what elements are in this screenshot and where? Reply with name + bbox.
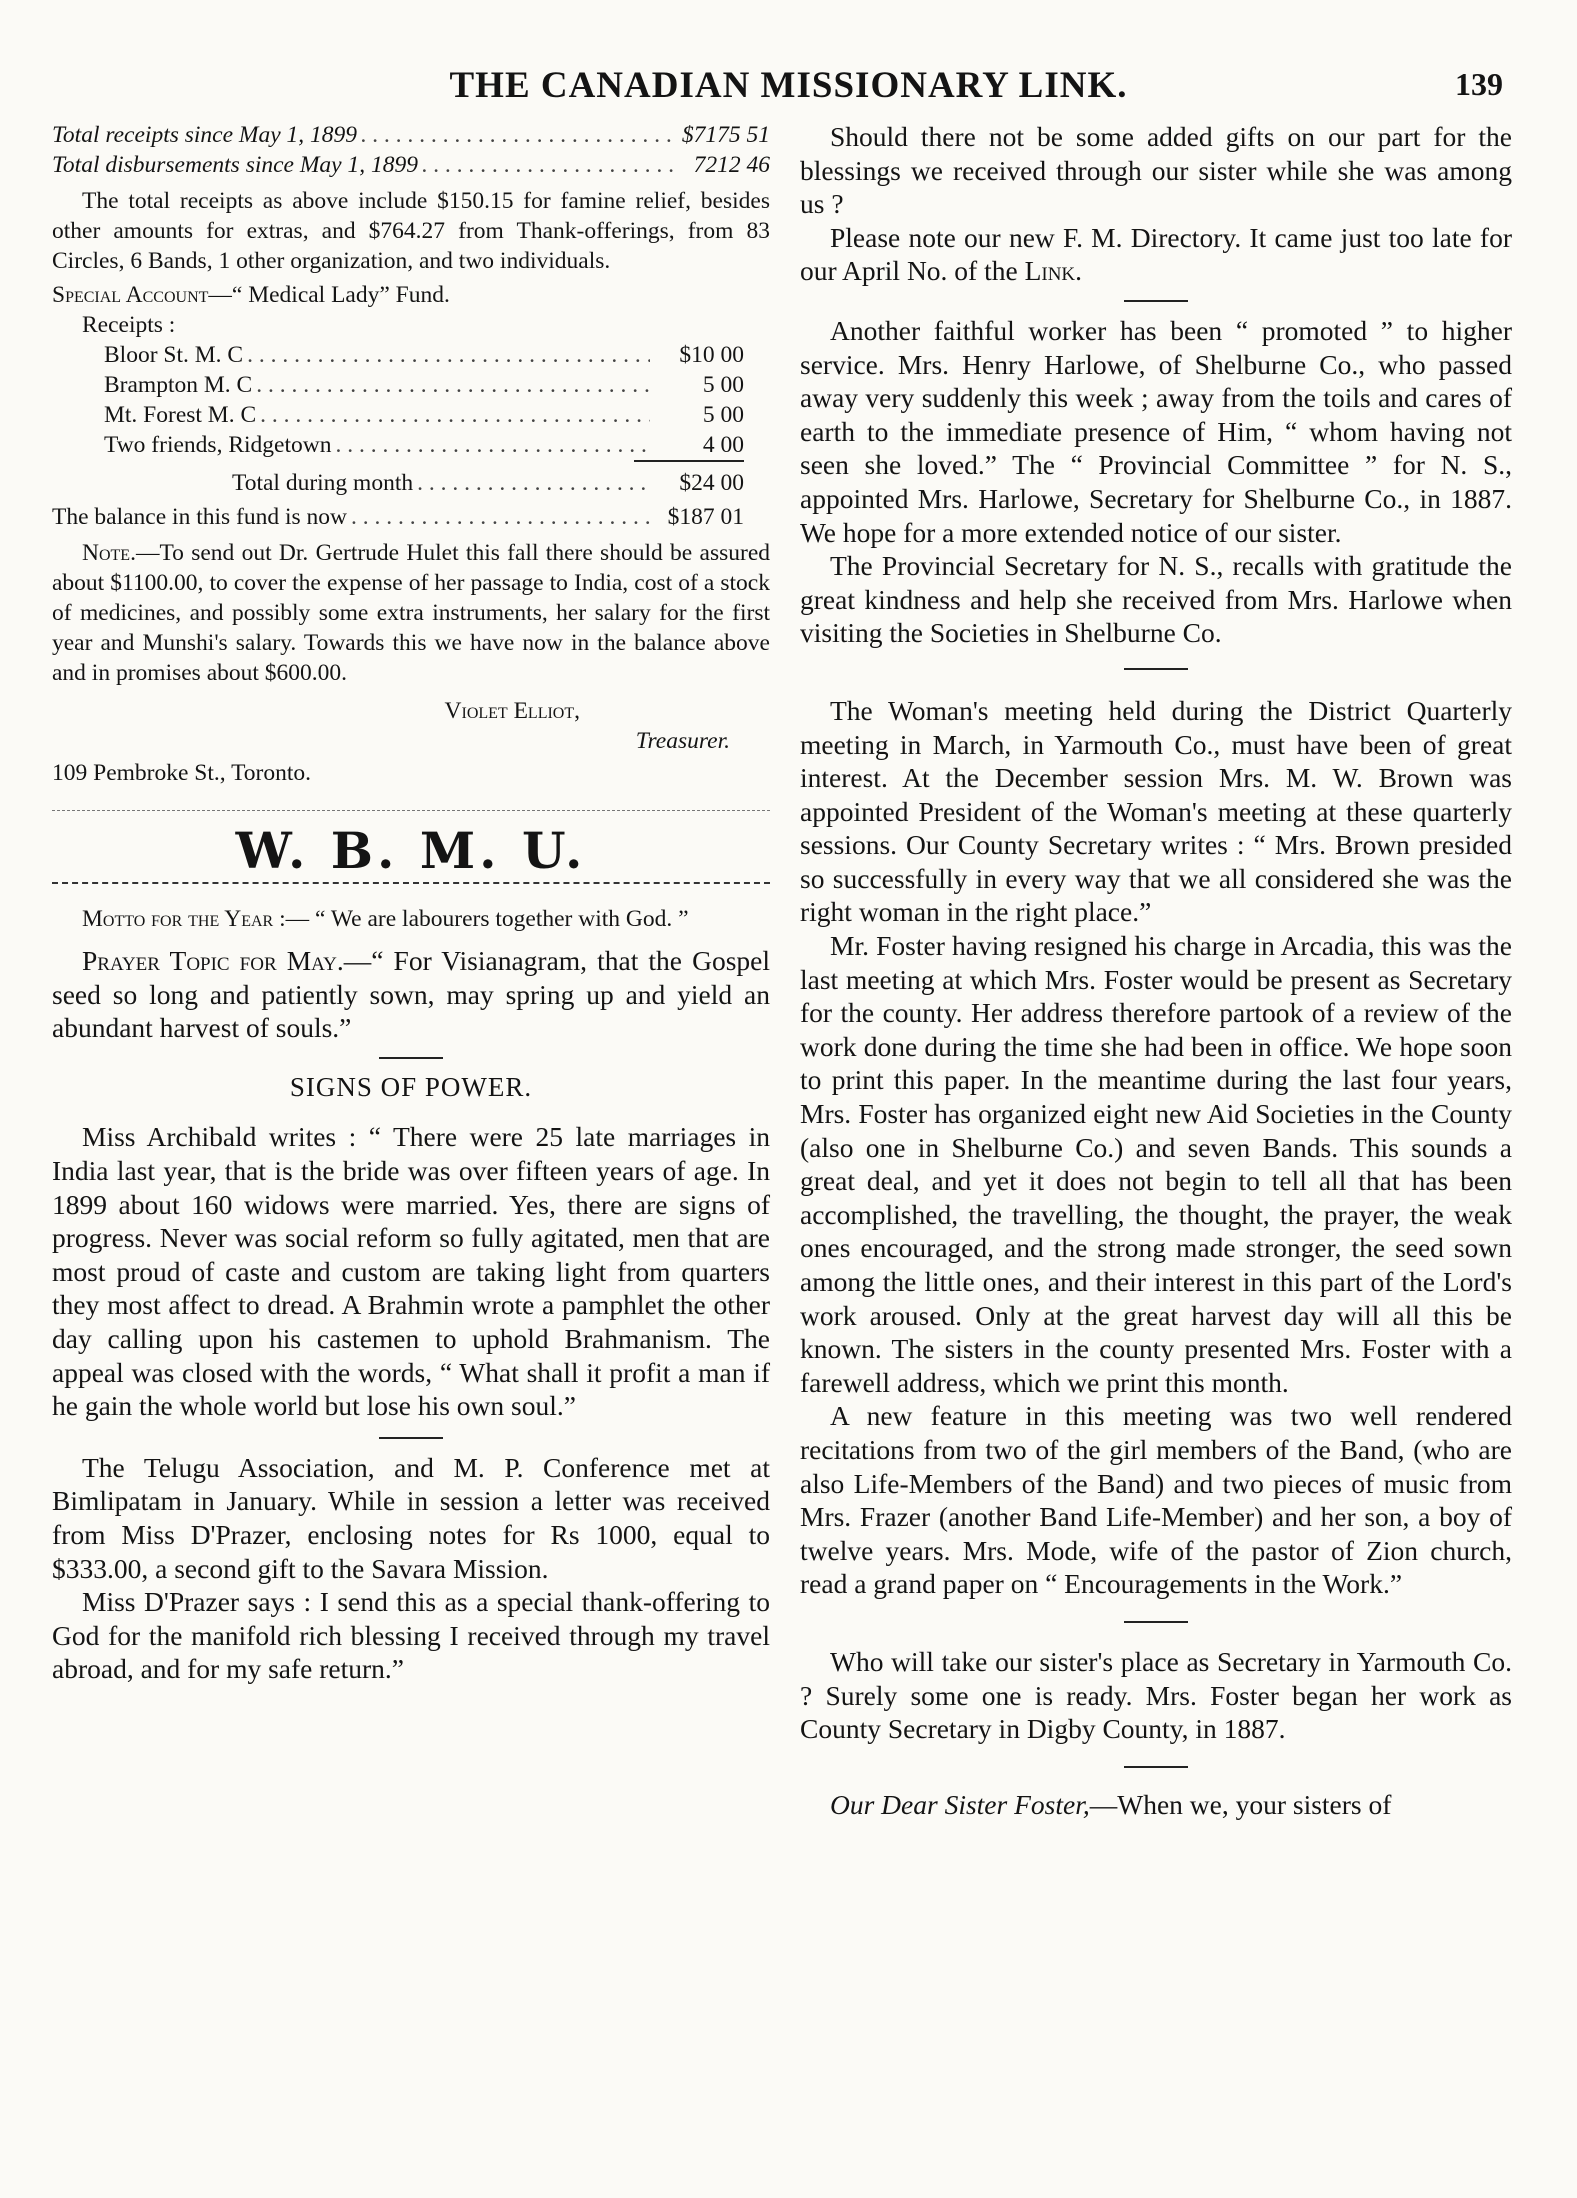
- right-paragraph-5: The Woman's meeting held during the District Quarterly meeting in March, in Yarmouth Co., must have been of great interest. At the December session Mrs. M. W. Brown was appointed President of the Woman's meeting at these quarterly sessions. Our County Secretary writes : “ Mrs. Brown presided so successfully in every way that we all considered she was the right woman in the right place.”: [800, 694, 1512, 928]
- fund-item-label: Brampton M. C: [104, 372, 253, 398]
- total-receipts-row: [52, 120, 770, 150]
- fund-item-label: Bloor St. M. C: [104, 342, 244, 368]
- signature-address: 109 Pembroke St., Toronto.: [52, 760, 312, 786]
- special-account-rest: —“ Medical Lady” Fund.: [208, 282, 450, 308]
- signature-title: Treasurer.: [635, 728, 730, 754]
- treasurer-summary: [52, 120, 770, 180]
- dprazer-paragraph: Miss D'Prazer says : I send this as a special thank-offering to God for the manifold rich blessing I received through my travel abroad, and for my safe return.”: [52, 1586, 770, 1685]
- balance-label: The balance in this fund is now: [52, 504, 347, 530]
- leader-dots: [351, 502, 650, 532]
- sum-rule: [634, 460, 744, 462]
- prayer-text: —“ For Visianagram, that the Gospel seed so long and patiently sown, may spring up and yield an abundant harvest of souls.”: [52, 945, 770, 1044]
- signs-paragraph: Miss Archibald writes : “ There were 25 late marriages in India last year, that is the bride was over fifteen years of age. In 1899 about 160 widows were married. Yes, there are signs of progress. Never was social reform so fully agitated, men that are most proud of caste and custom are taking light from quarters they most affect to dread. A Brahmin wrote a pamphlet the other day calling upon his castemen to uphold Brahmanism. The appeal was closed with the words, “ What shall it profit a man if he gain the whole world but lose his own soul.”: [52, 1121, 770, 1422]
- link-name: Link: [1024, 255, 1076, 287]
- short-rule: [1124, 1766, 1188, 1768]
- special-account-label: Special Account: [52, 282, 209, 308]
- short-rule: [379, 1057, 443, 1059]
- total-month-row: [232, 468, 744, 498]
- fund-item-label: Two friends, Ridgetown: [104, 432, 332, 458]
- total-month-amount: $24 00: [679, 470, 744, 496]
- fund-item: [104, 340, 744, 370]
- directory-text: Please note our new F. M. Directory. It came just too late for our April No. of the: [800, 221, 1512, 287]
- prayer-label: Prayer Topic for May.: [82, 945, 344, 976]
- motto-label: Motto for the Year :: [82, 906, 286, 932]
- section-title: W. B. M. U.: [235, 821, 587, 880]
- directory-end: .: [1075, 255, 1083, 287]
- motto-text: — “ We are labourers together with God. ”: [285, 906, 689, 932]
- fund-balance: [52, 502, 744, 532]
- right-paragraph-8: Who will take our sister's place as Secretary in Yarmouth Co. ? Surely some one is ready. Mrs. Foster began her work as County Secretary in Digby County, in 1887.: [800, 1645, 1512, 1745]
- leader-dots: [247, 340, 650, 370]
- telugu-paragraph: The Telugu Association, and M. P. Conference met at Bimlipatam in January. While in session a letter was received from Miss D'Prazer, enclosing notes for Rs 1000, equal to $333.00, a second gift to the Savara Mission.: [52, 1451, 770, 1584]
- total-month-label: Total during month: [232, 470, 414, 496]
- fund-item-amount: 4 00: [702, 432, 744, 458]
- fund-item-amount: 5 00: [702, 402, 744, 428]
- signs-heading: SIGNS OF POWER.: [289, 1071, 533, 1102]
- right-paragraph-2: [800, 221, 1512, 288]
- balance-amount: $187 01: [667, 504, 744, 530]
- right-paragraph-1: Should there not be some added gifts on our part for the blessings we received through our sister while she was among us ?: [800, 121, 1512, 220]
- fund-item-amount: 5 00: [702, 372, 744, 398]
- note-text: —To send out Dr. Gertrude Hulet this fall there should be assured about $1100.00, to cover the expense of her passage to India, cost of a stock of medicines, and possibly some extra instruments, her salary for the first year and Munshi's salary. Towards this we have now in the balance above and in promises about $600.00.: [52, 540, 770, 686]
- leader-dots: [256, 370, 650, 400]
- page-header: [0, 64, 1577, 114]
- right-paragraph-7: A new feature in this meeting was two well rendered recitations from two of the girl members of the Band, (who are also Life-Members of the Band) and two pieces of music from Mrs. Frazer (another Band Life-Member) and her son, a boy of twelve years. Mrs. Mode, wife of the pastor of Zion church, read a grand paper on “ Encouragements in the Work.”: [800, 1400, 1512, 1600]
- letter-salutation: Our Dear Sister Foster,: [830, 1788, 1090, 1820]
- short-rule: [1124, 300, 1188, 302]
- motto: [52, 904, 770, 934]
- publication-title: THE CANADIAN MISSIONARY LINK.: [449, 65, 1128, 106]
- month-total: [52, 468, 744, 498]
- fund-item: [104, 400, 744, 430]
- leader-dots: [417, 468, 650, 498]
- receipts-heading: Receipts :: [82, 312, 176, 338]
- page-number: 139: [1455, 66, 1503, 102]
- fund-item-amount: $10 00: [679, 342, 744, 368]
- fund-item: [104, 370, 744, 400]
- note-label: Note.: [82, 540, 136, 566]
- total-disbursements-label: Total disbursements since May 1, 1899: [52, 152, 418, 178]
- total-disbursements-row: [52, 150, 770, 180]
- total-receipts-label: Total receipts since May 1, 1899: [52, 122, 358, 148]
- letter-opening: —When we, your sisters of: [1089, 1788, 1392, 1820]
- left-column: [52, 120, 770, 1686]
- fund-item: [104, 430, 744, 460]
- receipts-note: The total receipts as above include $150.15 for famine relief, besides other amounts for extras, and $764.27 from Thank-offerings, from 83 Circles, 6 Bands, 1 other organization, and two individuals.: [52, 188, 770, 274]
- signature-name: Violet Elliot,: [444, 698, 580, 724]
- right-paragraph-9: [800, 1788, 1512, 1822]
- right-paragraph-3: Another faithful worker has been “ promoted ” to higher service. Mrs. Henry Harlowe, of Shelburne Co., who passed away very suddenly this week ; away from the toils and cares of earth to the immediate presence of Him, “ whom having not seen she loved.” The “ Provincial Committee ” for N. S., appointed Mrs. Harlowe, Secretary for Shelburne Co., in 1887. We hope for a more extended notice of our sister.: [800, 314, 1512, 548]
- total-receipts-amount: $7175 51: [681, 122, 770, 148]
- leader-dots: [361, 120, 676, 150]
- leader-dots: [260, 400, 650, 430]
- short-rule: [379, 1437, 443, 1439]
- short-rule: [1124, 668, 1188, 670]
- fund-list: [52, 340, 744, 462]
- right-paragraph-6: Mr. Foster having resigned his charge in Arcadia, this was the last meeting at which Mrs. Foster would be present as Secretary for the county. Her address therefore partook of a review of the work done during the time she had been in office. We hope soon to print this paper. In the meantime during the last four years, Mrs. Foster has organized eight new Aid Societies in the County (also one in Shelburne Co.) and seven Bands. This sounds a great deal, and yet it does not begin to tell all that has been accomplished, the travelling, the thought, the prayer, the weak ones encouraged, and the strong made stronger, the seed sown among the little ones, and their interest in this part of the Lord's work aroused. Only at the great harvest day will all this be known. The sisters in the county presented Mrs. Foster with a farewell address, which we print this month.: [800, 930, 1512, 1398]
- fund-note: [52, 538, 770, 688]
- leader-dots: [422, 150, 676, 180]
- total-disbursements-amount: 7212 46: [693, 152, 770, 178]
- leader-dots: [335, 430, 650, 460]
- fund-item-label: Mt. Forest M. C: [104, 402, 257, 428]
- section-divider: [52, 810, 770, 811]
- right-paragraph-4: The Provincial Secretary for N. S., recalls with gratitude the great kindness and help she received from Mrs. Harlowe when visiting the Societies in Shelburne Co.: [800, 550, 1512, 649]
- balance-row: [52, 502, 744, 532]
- right-column: [800, 120, 1512, 1821]
- section-divider: [52, 882, 770, 884]
- special-account-heading: [52, 280, 770, 310]
- prayer-topic: [52, 944, 770, 1045]
- short-rule: [1124, 1621, 1188, 1623]
